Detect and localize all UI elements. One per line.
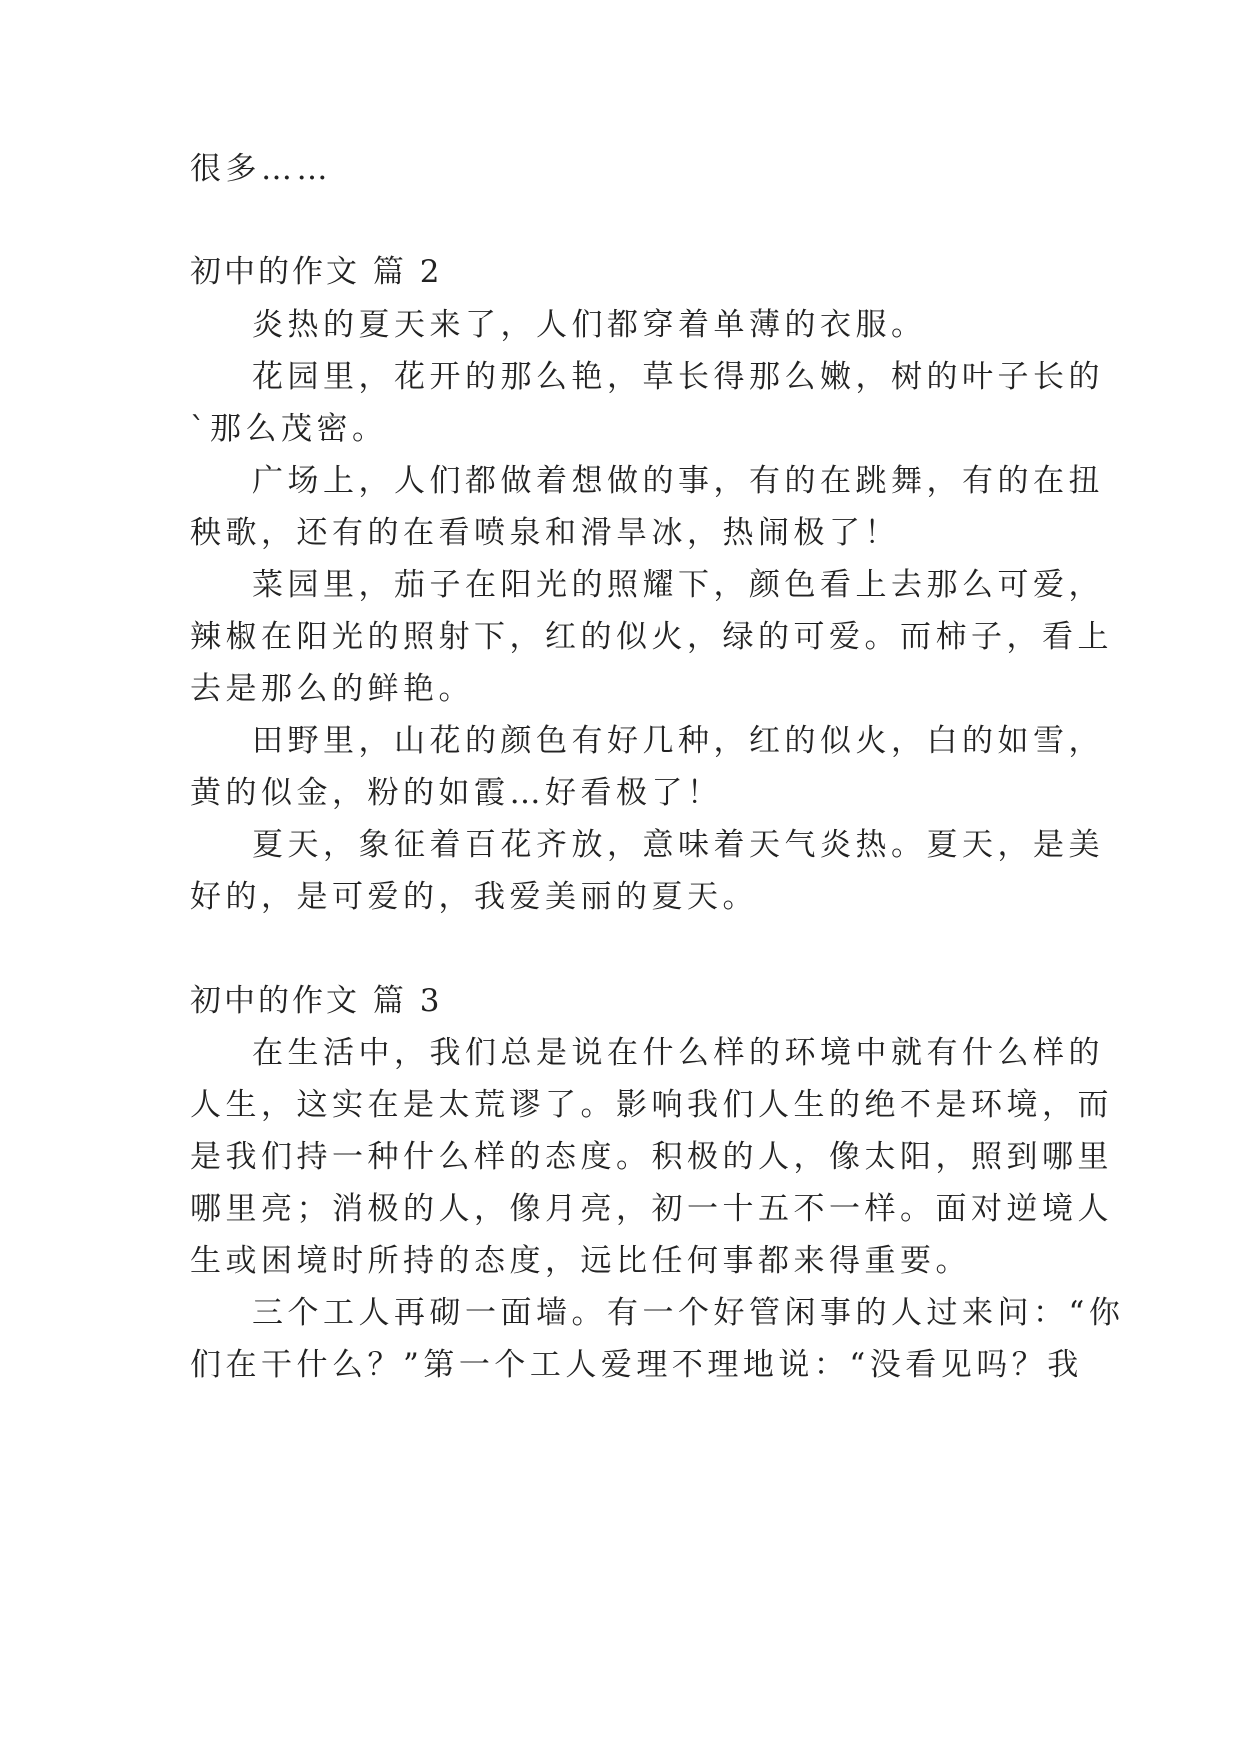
intro-fragment: 很多…… xyxy=(190,151,332,187)
essay-2-line-11: 夏天，象征着百花齐放，意味着天气炎热。夏天，是美 xyxy=(252,827,1104,863)
essay-2-line-5: 秧歌，还有的在看喷泉和滑旱冰，热闹极了！ xyxy=(190,515,900,551)
essay-3-line-2: 人生，这实在是太荒谬了。影响我们人生的绝不是环境，而 xyxy=(190,1087,1113,1123)
essay-3-line-1: 在生活中，我们总是说在什么样的环境中就有什么样的 xyxy=(252,1035,1104,1071)
essay-3-line-3: 是我们持一种什么样的态度。积极的人，像太阳，照到哪里 xyxy=(190,1139,1113,1175)
essay-3-line-6: 三个工人再砌一面墙。有一个好管闲事的人过来问：“你 xyxy=(252,1295,1125,1331)
essay-3-line-5: 生或困境时所持的态度，远比任何事都来得重要。 xyxy=(190,1243,971,1279)
essay-3-line-7: 们在干什么？”第一个工人爱理不理地说：“没看见吗？我 xyxy=(190,1347,1083,1383)
essay-2-line-3: `那么茂密。 xyxy=(190,411,388,447)
essay-2-line-6: 菜园里，茄子在阳光的照耀下，颜色看上去那么可爱， xyxy=(252,567,1104,603)
essay-2-line-7: 辣椒在阳光的照射下，红的似火，绿的可爱。而柿子，看上 xyxy=(190,619,1113,655)
essay-3-heading: 初中的作文 篇 3 xyxy=(190,983,443,1019)
essay-2-line-12: 好的，是可爱的，我爱美丽的夏天。 xyxy=(190,879,758,915)
essay-2-line-9: 田野里，山花的颜色有好几种，红的似火，白的如雪， xyxy=(252,723,1104,759)
essay-2-line-1: 炎热的夏天来了，人们都穿着单薄的衣服。 xyxy=(252,307,927,343)
essay-2-line-4: 广场上，人们都做着想做的事，有的在跳舞，有的在扭 xyxy=(252,463,1104,499)
essay-2-heading: 初中的作文 篇 2 xyxy=(190,254,443,290)
essay-2-line-10: 黄的似金，粉的如霞…好看极了！ xyxy=(190,775,723,811)
essay-2-line-2: 花园里，花开的那么艳，草长得那么嫩，树的叶子长的 xyxy=(252,359,1104,395)
essay-3-line-4: 哪里亮；消极的人，像月亮，初一十五不一样。面对逆境人 xyxy=(190,1191,1113,1227)
essay-2-line-8: 去是那么的鲜艳。 xyxy=(190,671,474,707)
